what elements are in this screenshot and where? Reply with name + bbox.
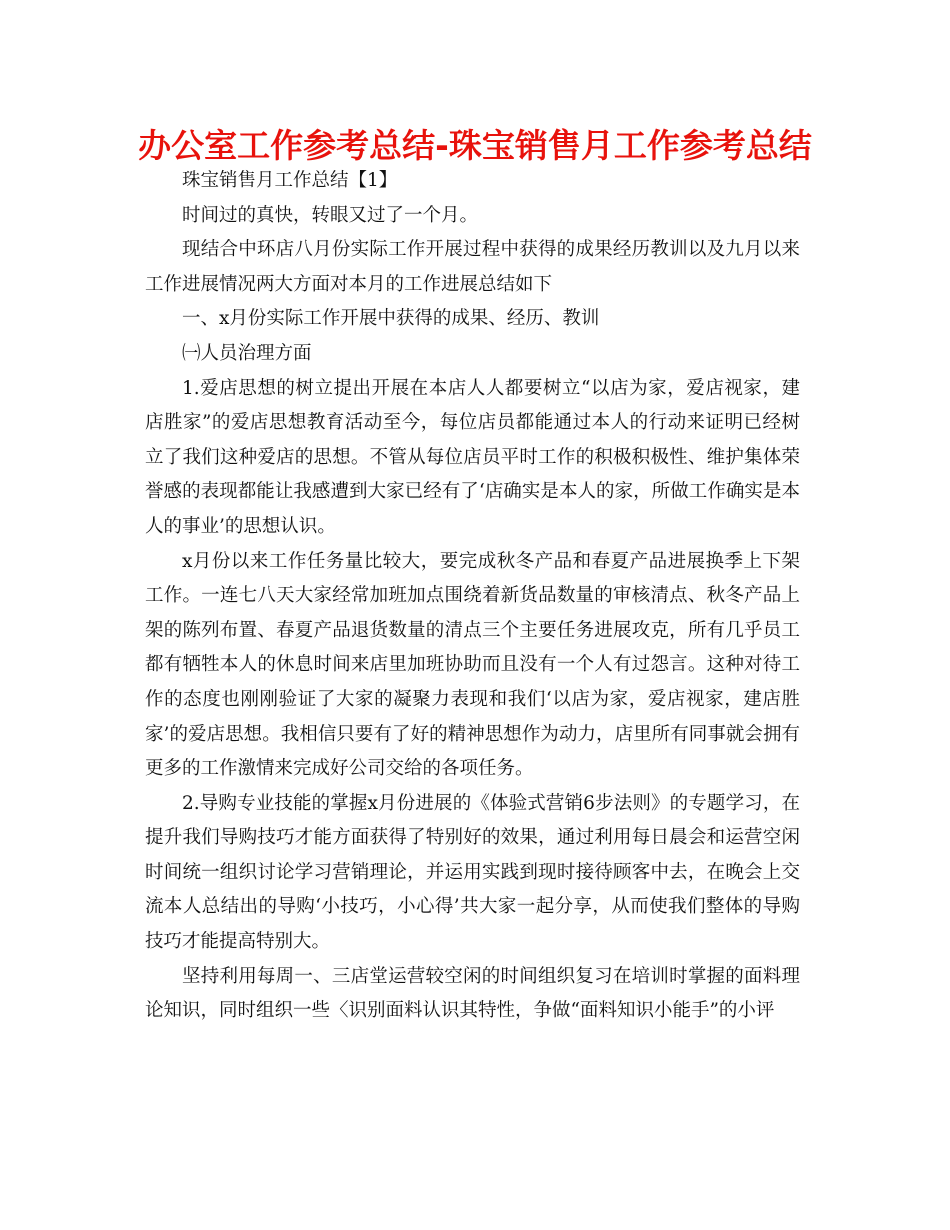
paragraph: 现结合中环店八月份实际工作开展过程中获得的成果经历教训以及九月以来工作进展情况两大方面对本月的工作进展总结如下 bbox=[145, 239, 800, 295]
document-title: 办公室工作参考总结-珠宝销售月工作参考总结 bbox=[138, 126, 812, 165]
paragraph: 一、x月份实际工作开展中获得的成果、经历、教训 bbox=[182, 308, 600, 330]
paragraph: 坚持利用每周一、三店堂运营较空闲的时间组织复习在培训时掌握的面料理论知识，同时组织一些〈识别面料认识其特性，争做“面料知识小能手”的小评 bbox=[145, 965, 800, 1022]
paragraph: 2.导购专业技能的掌握x月份进展的《体验式营销6步法则》的专题学习，在提升我们导购技巧才能方面获得了特别好的效果，通过利用每日晨会和运营空闲时间统一组织讨论学习营销理论，并运用实践到现时接待顾客中去，在晚会上交流本人总结出的导购‘小技巧，小心得’共大家一起分享，从而使我们整体的导购技巧才能提高特别大。 bbox=[145, 792, 800, 953]
paragraph: ㈠人员治理方面 bbox=[182, 342, 312, 364]
paragraph: 时间过的真快，转眼又过了一个月。 bbox=[182, 204, 479, 226]
paragraph: 珠宝销售月工作总结【1】 bbox=[182, 170, 398, 191]
paragraph: 1.爱店思想的树立提出开展在本店人人都要树立“以店为家，爱店视家，建店胜家”的爱店思想教育活动至今，每位店员都能通过本人的行动来证明已经树立了我们这种爱店的思想。不管从每位店员平时工作的积极积极性、维护集体荣誉感的表现都能让我感遭到大家已经有了‘店确实是本人的家，所做工作确实是本人的事业’的思想认识。 bbox=[145, 377, 800, 537]
document-body bbox=[145, 164, 800, 1029]
paragraph: x月份以来工作任务量比较大，要完成秋冬产品和春夏产品进展换季上下架工作。一连七八天大家经常加班加点围绕着新货品数量的审核清点、秋冬产品上架的陈列布置、春夏产品退货数量的清点三个主要任务进展攻克，所有几乎员工都有牺牲本人的休息时间来店里加班协助而且没有一个人有过怨言。这种对待工作的态度也刚刚验证了大家的凝聚力表现和我们‘以店为家，爱店视家，建店胜家’的爱店思想。我相信只要有了好的精神思想作为动力，店里所有同事就会拥有更多的工作激情来完成好公司交给的各项任务。 bbox=[145, 550, 800, 780]
